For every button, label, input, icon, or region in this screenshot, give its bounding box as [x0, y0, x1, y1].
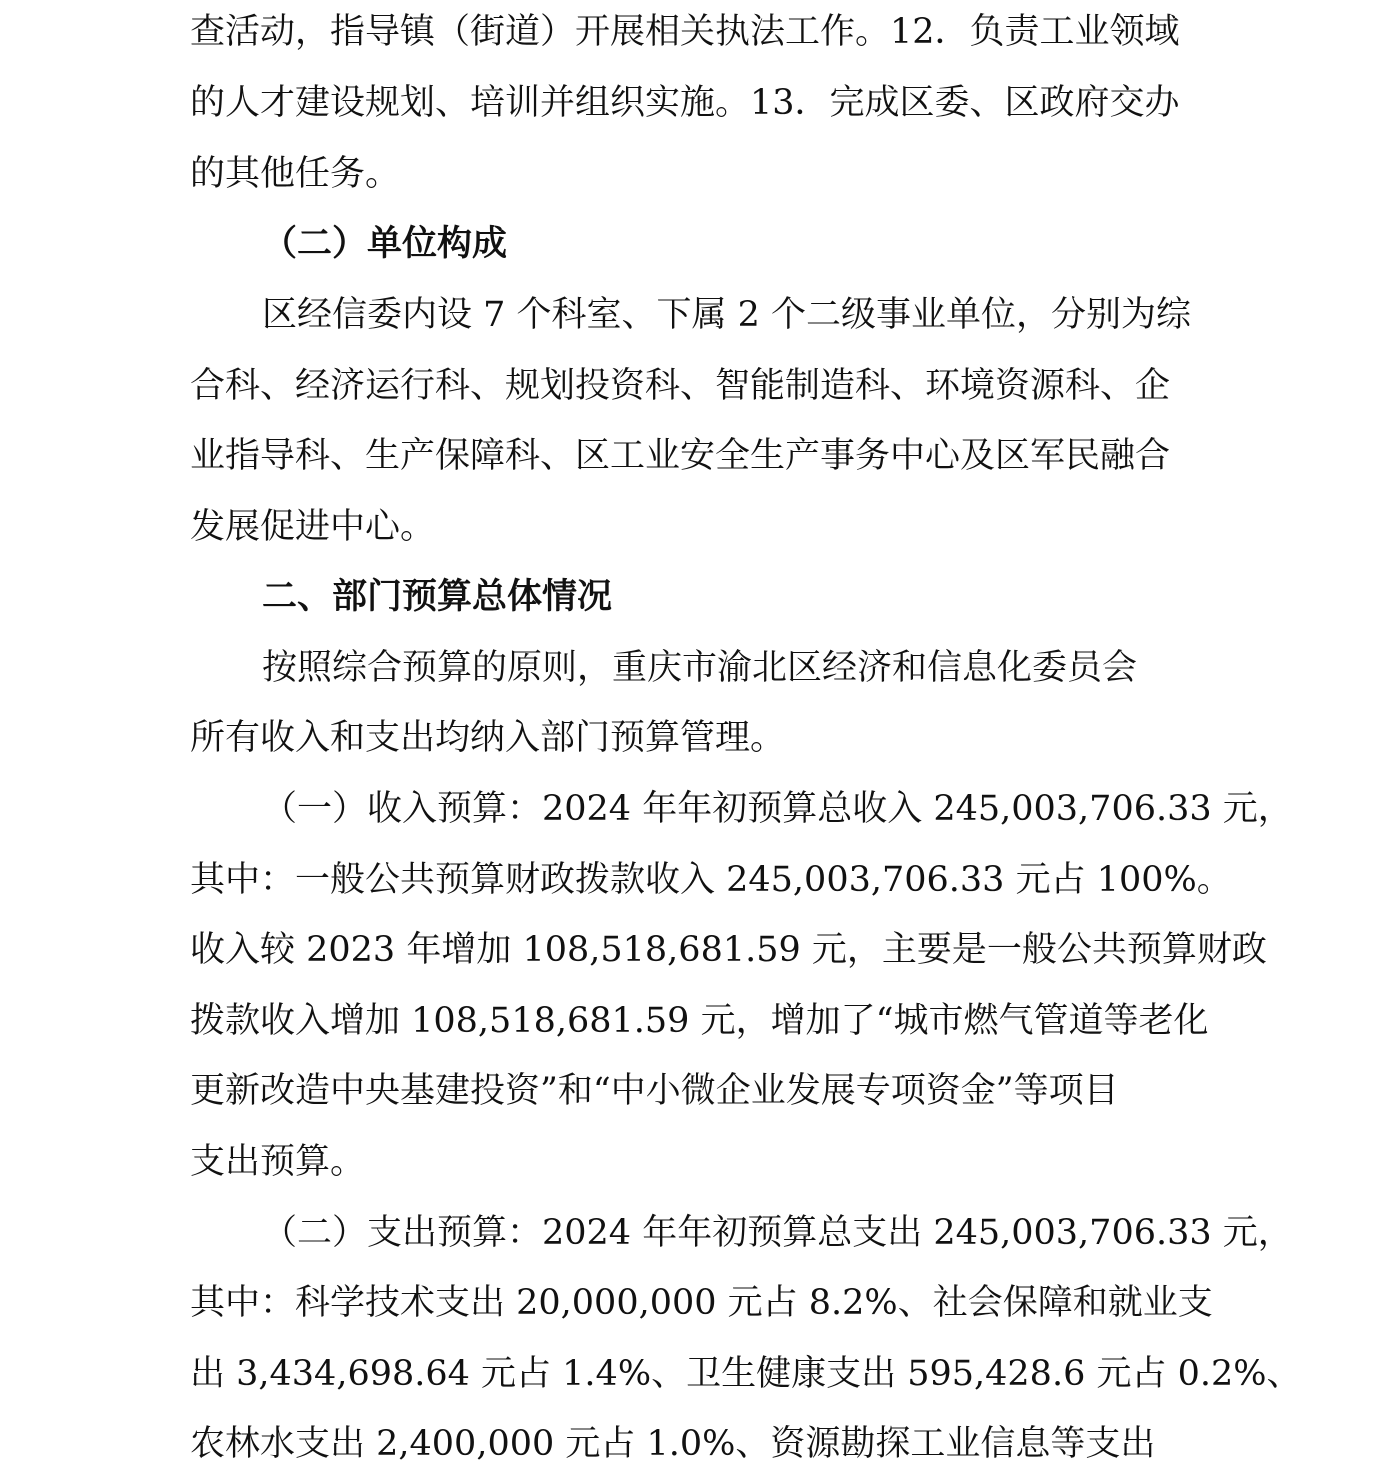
- paragraph-line: 其中：一般公共预算财政拨款收入 245,003,706.33 元占 100%。: [190, 860, 1232, 900]
- paragraph-line: 业指导科、生产保障科、区工业安全生产事务中心及区军民融合: [190, 436, 1171, 476]
- paragraph-line: 更新改造中央基建投资”和“中小微企业发展专项资金”等项目: [190, 1071, 1119, 1111]
- section-heading: （二）单位构成: [262, 223, 508, 264]
- income-budget-line: （一）收入预算：2024 年年初预算总收入 245,003,706.33 元，: [262, 789, 1293, 829]
- paragraph-line: 所有收入和支出均纳入部门预算管理。: [190, 718, 786, 758]
- paragraph-line: 的其他任务。: [190, 154, 401, 194]
- paragraph-line: 拨款收入增加 108,518,681.59 元，增加了“城市燃气管道等老化: [190, 1001, 1209, 1041]
- paragraph-line: 区经信委内设 7 个科室、下属 2 个二级事业单位，分别为综: [262, 295, 1192, 335]
- paragraph-line: 支出预算。: [190, 1142, 366, 1182]
- paragraph-line: 收入较 2023 年增加 108,518,681.59 元，主要是一般公共预算财政: [190, 930, 1267, 970]
- paragraph-line: 出 3,434,698.64 元占 1.4%、卫生健康支出 595,428.6 元占 0.2%、: [190, 1354, 1302, 1394]
- paragraph-line: 的人才建设规划、培训并组织实施。13．完成区委、区政府交办: [190, 83, 1180, 123]
- paragraph-line: 其中：科学技术支出 20,000,000 元占 8.2%、社会保障和就业支: [190, 1283, 1213, 1323]
- paragraph-line: 查活动，指导镇（街道）开展相关执法工作。12．负责工业领域: [190, 12, 1180, 52]
- paragraph-line: 按照综合预算的原则，重庆市渝北区经济和信息化委员会: [262, 648, 1138, 688]
- expenditure-budget-line: （二）支出预算：2024 年年初预算总支出 245,003,706.33 元，: [262, 1213, 1293, 1253]
- paragraph-line: 发展促进中心。: [190, 507, 436, 547]
- chapter-heading: 二、部门预算总体情况: [262, 576, 613, 617]
- paragraph-line: 农林水支出 2,400,000 元占 1.0%、资源勘探工业信息等支出: [190, 1424, 1156, 1464]
- paragraph-line: 合科、经济运行科、规划投资科、智能制造科、环境资源科、企: [190, 366, 1171, 406]
